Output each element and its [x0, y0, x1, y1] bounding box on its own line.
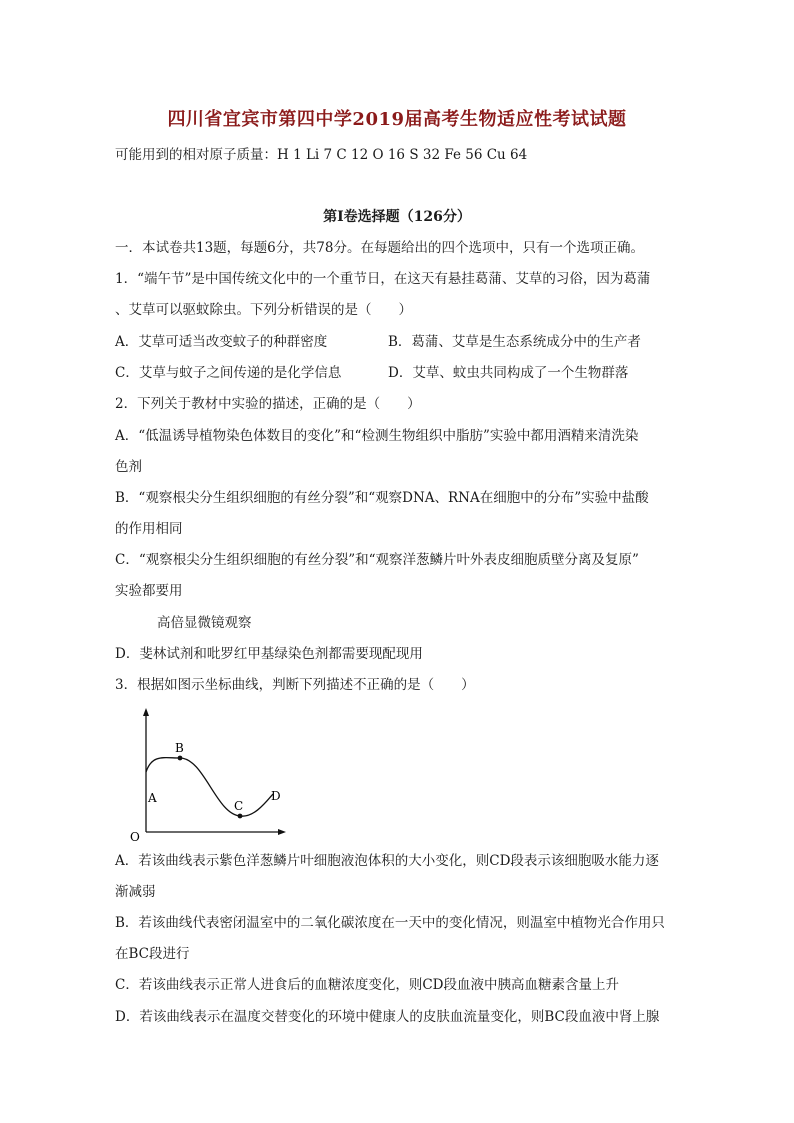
q2-option-b-line2: 的作用相同	[115, 521, 183, 537]
q3-option-b-line1: B．若该曲线代表密闭温室中的二氧化碳浓度在一天中的变化情况，则温室中植物光合作用只	[115, 915, 665, 931]
q2-option-d: D．斐林试剂和吡罗红甲基绿染色剂都需要现配现用	[115, 646, 423, 662]
q1-option-b: B．葛蒲、艾草是生态系统成分中的生产者	[388, 334, 641, 350]
q2-stem: 2．下列关于教材中实验的描述，正确的是（ ）	[115, 396, 421, 412]
q1-stem-line1: 1．“端午节”是中国传统文化中的一个重节日，在这天有悬挂葛蒲、艾草的习俗，因为葛蒲	[115, 271, 651, 287]
q3-option-d: D．若该曲线表示在温度交替变化的环境中健康人的皮肤血流量变化，则BC段血液中肾上腺	[115, 1009, 660, 1025]
point-c	[238, 814, 243, 819]
label-o: O	[130, 830, 140, 842]
section-heading: 第Ⅰ卷选择题（126分）	[323, 209, 471, 225]
q3-option-a-line2: 渐减弱	[115, 884, 156, 900]
label-b: B	[175, 741, 184, 755]
q1-option-d: D．艾草、蚊虫共同构成了一个生物群落	[388, 365, 629, 381]
x-axis-arrow	[278, 829, 286, 835]
q2-option-c-line2: 实验都要用	[115, 583, 183, 599]
point-b	[178, 756, 183, 761]
label-c: C	[234, 799, 244, 813]
exam-title: 四川省宜宾市第四中学2019届高考生物适应性考试试题	[167, 109, 627, 130]
q1-option-a: A．艾草可适当改变蚊子的种群密度	[115, 334, 328, 350]
q2-option-b-line1: B．“观察根尖分生组织细胞的有丝分裂”和“观察DNA、RNA在细胞中的分布”实验中盐酸	[115, 490, 649, 506]
q2-option-c-line1: C．“观察根尖分生组织细胞的有丝分裂”和“观察洋葱鳞片叶外表皮细胞质壁分离及复原”	[115, 552, 639, 568]
label-d: D	[271, 789, 281, 803]
atomic-mass-line: 可能用到的相对原子质量：H 1 Li 7 C 12 O 16 S 32 Fe 56 Cu 64	[115, 147, 528, 163]
curve	[146, 758, 273, 817]
q2-option-a-line1: A．“低温诱导植物染色体数目的变化”和“检测生物组织中脂肪”实验中都用酒精来清洗染	[115, 428, 639, 444]
q3-stem: 3．根据如图示坐标曲线，判断下列描述不正确的是（ ）	[115, 677, 475, 693]
label-a: A	[148, 791, 157, 805]
q1-option-c: C．艾草与蚊子之间传递的是化学信息	[115, 365, 342, 381]
q2-option-c-line3: 高倍显微镜观察	[157, 615, 252, 631]
q3-option-c: C．若该曲线表示正常人进食后的血糖浓度变化，则CD段血液中胰高血糖素含量上升	[115, 977, 619, 993]
q3-option-b-line2: 在BC段进行	[115, 946, 190, 962]
instructions: 一．本试卷共13题，每题6分，共78分。在每题给出的四个选项中，只有一个选项正确。	[115, 240, 644, 256]
q2-option-a-line2: 色剂	[115, 459, 142, 475]
q1-stem-line2: 、艾草可以驱蚊除虫。下列分析错误的是（ ）	[115, 302, 412, 318]
q3-curve-graph	[120, 702, 300, 842]
y-axis-arrow	[143, 708, 149, 716]
q3-option-a-line1: A．若该曲线表示紫色洋葱鳞片叶细胞液泡体积的大小变化，则CD段表示该细胞吸水能力逐	[115, 853, 659, 869]
